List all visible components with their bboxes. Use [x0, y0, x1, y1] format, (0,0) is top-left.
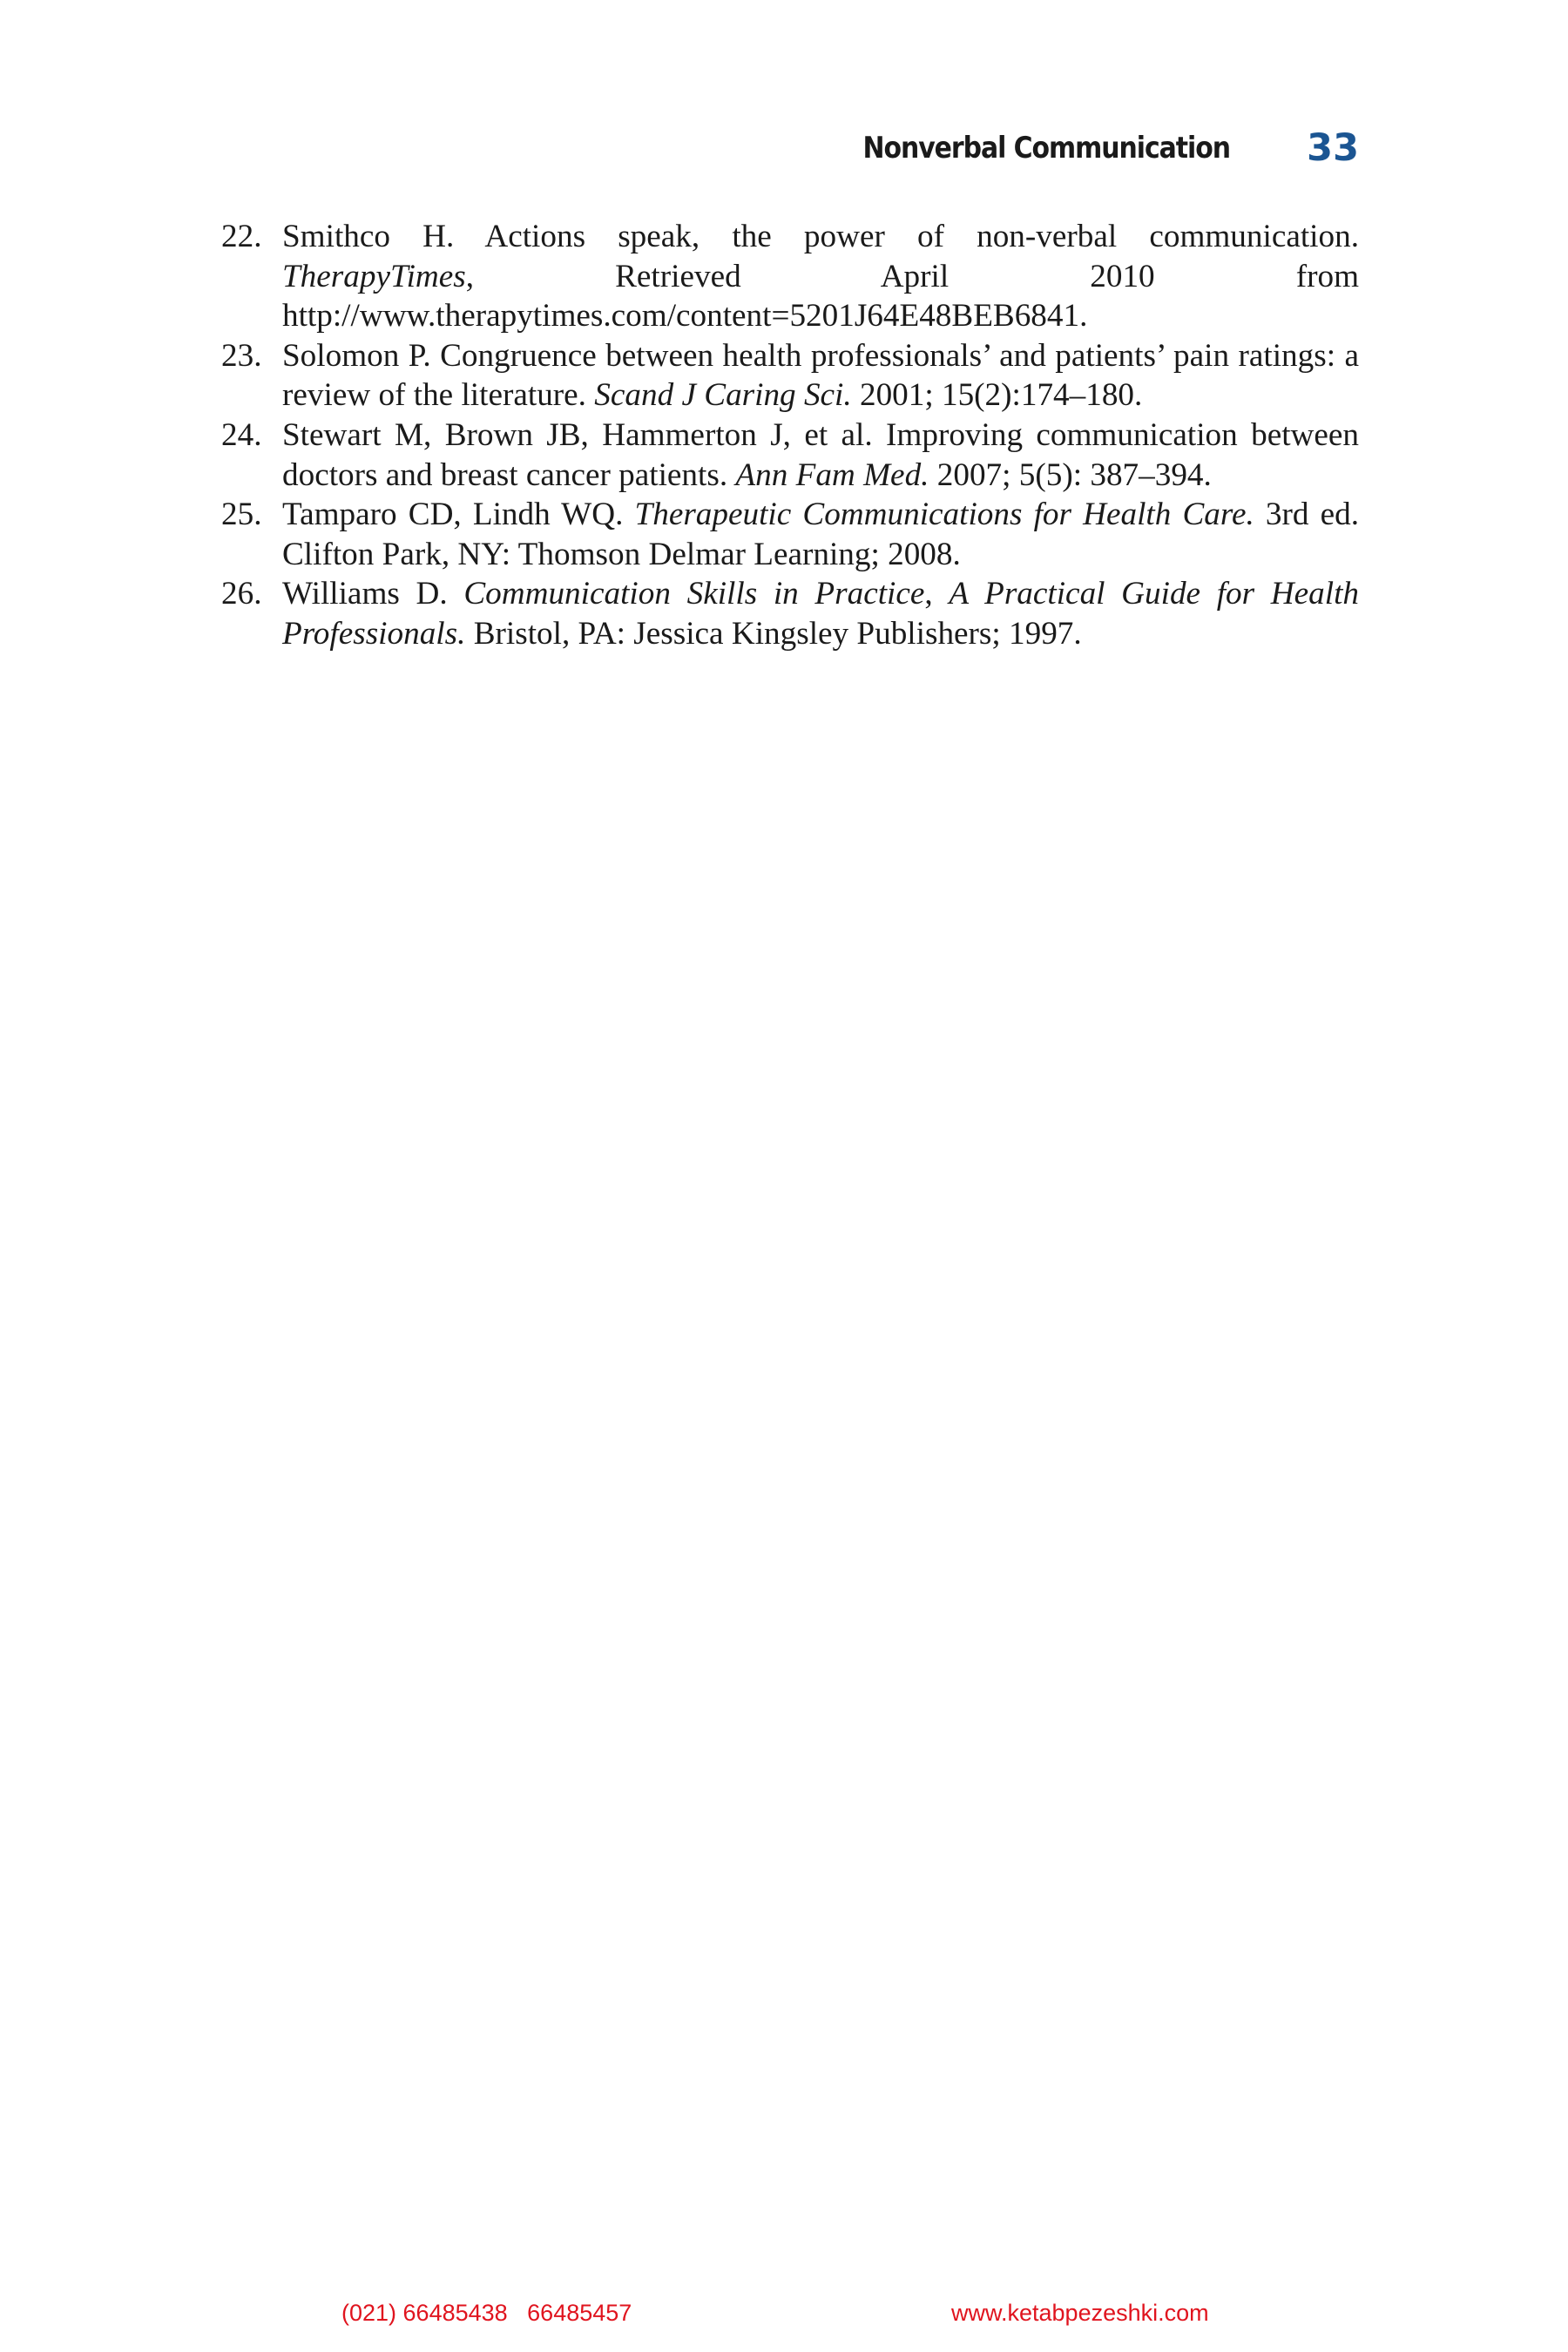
reference-number: 24. [221, 416, 262, 453]
reference-italic-title: TherapyTimes [282, 258, 466, 294]
reference-text: . [1079, 298, 1088, 335]
reference-italic-title: Ann Fam Med. [735, 456, 929, 493]
page-number: 33 [1307, 126, 1359, 170]
reference-number: 26. [221, 576, 262, 612]
reference-italic-title: Therapeutic Communications for Health Care. [634, 497, 1254, 533]
reference-text: Solomon P. Congruence between health professionals’ and patients’ pain ratings: a review of the literature. [282, 337, 1359, 414]
footer-website-link[interactable]: www.ketabpezeshki.com [951, 2300, 1209, 2326]
running-head-title: Nonverbal Communication [862, 131, 1231, 166]
footer-phone: (021) 66485438 66485457 [341, 2300, 632, 2326]
reference-list [221, 217, 1359, 654]
reference-text: Smithco H. Actions speak, the power of non-verbal communication. [282, 219, 1359, 254]
reference-item [221, 336, 1359, 416]
reference-text: Williams D. [282, 576, 464, 612]
reference-text: , [924, 576, 950, 612]
reference-text: 3rd ed. Clifton Park, NY: Thomson Delmar Learning; 2008. [282, 497, 1360, 572]
reference-item [221, 574, 1359, 653]
reference-text: Tamparo CD, Lindh WQ. [282, 497, 635, 533]
reference-item [221, 416, 1359, 495]
reference-number: 23. [221, 337, 262, 374]
reference-text: Bristol, PA: Jessica Kingsley Publishers; 1997. [465, 615, 1082, 652]
reference-url-link[interactable]: http://www.therapytimes.com/content=5201J64E48BEB6841 [282, 298, 1080, 335]
reference-text: 2001; 15(2):174–180. [851, 377, 1143, 414]
reference-item [221, 217, 1359, 336]
reference-text: , Retrieved April 2010 from [465, 258, 1359, 294]
reference-item [221, 495, 1359, 574]
reference-italic-title: Scand J Caring Sci. [594, 377, 852, 414]
reference-number: 25. [221, 497, 262, 533]
reference-number: 22. [221, 219, 262, 254]
reference-text: 2007; 5(5): 387–394. [929, 456, 1212, 493]
reference-italic-title: Communication Skills in Practice [463, 576, 925, 612]
page-footer [0, 2300, 1568, 2335]
reference-text: Stewart M, Brown JB, Hammerton J, et al. Improving communication between doctors and breast cancer patients. [282, 416, 1359, 493]
reference-italic-title: A Practical Guide for Health Professionals. [282, 576, 1360, 652]
running-head [0, 122, 1359, 174]
